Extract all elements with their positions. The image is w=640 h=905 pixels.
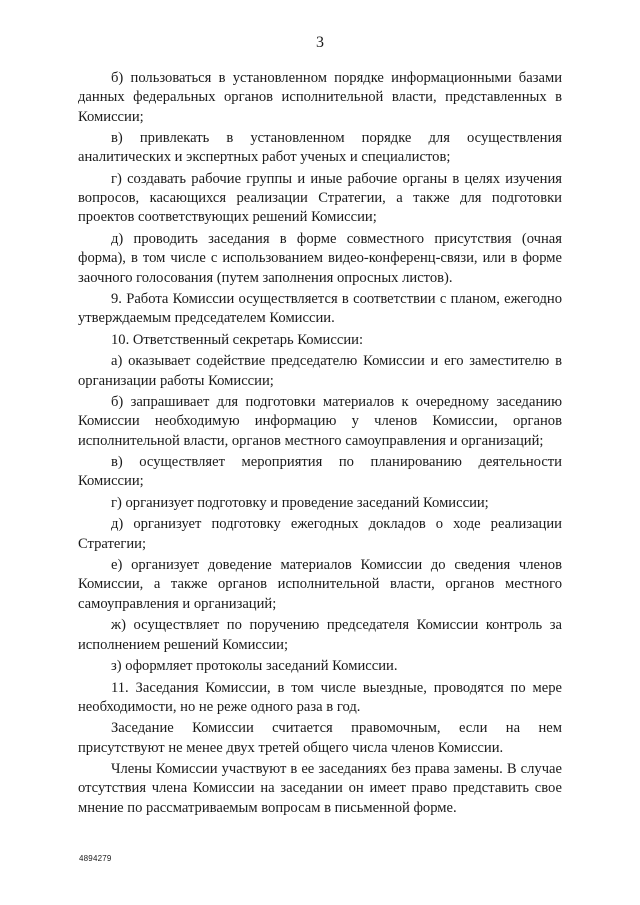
- paragraph-item-zh-control: ж) осуществляет по поручению председателя Комиссии контроль за исполнением решений Комиссии;: [78, 617, 562, 653]
- page-number: 3: [316, 34, 324, 51]
- paragraph-item-b-databases: б) пользоваться в установленном порядке информационными базами данных федеральных органов исполнительной власти, представленных в Комиссии;: [78, 70, 562, 125]
- paragraph-item-d-meetings-form: д) проводить заседания в форме совместного присутствия (очная форма), в том числе с использованием видео-конференц-связи, или в форме заочного голосования (путем заполнения опросных листов).: [78, 230, 562, 286]
- paragraph-clause-10-heading: 10. Ответственный секретарь Комиссии:: [111, 331, 363, 348]
- paragraph-clause-9: 9. Работа Комиссии осуществляется в соответствии с планом, ежегодно утверждаемым председателем Комиссии.: [78, 291, 562, 327]
- paragraph-quorum: Заседание Комиссии считается правомочным, если на нем присутствуют не менее двух третей общего числа членов Комиссии.: [78, 720, 562, 756]
- paragraph-item-v-planning: в) осуществляет мероприятия по планированию деятельности Комиссии;: [78, 454, 562, 490]
- paragraph-item-v-experts: в) привлекать в установленном порядке для осуществления аналитических и экспертных работ ученых и специалистов;: [78, 130, 562, 166]
- paragraph-item-g-working-groups: г) создавать рабочие группы и иные рабочие органы в целях изучения вопросов, касающихся реализации Стратегии, а также для подготовки проектов соответствующих решений Комиссии;: [78, 170, 562, 226]
- document-body: [78, 69, 562, 820]
- paragraph-item-d-annual-reports: д) организует подготовку ежегодных докладов о ходе реализации Стратегии;: [78, 516, 562, 552]
- paragraph-item-a-assist-chair: а) оказывает содействие председателю Комиссии и его заместителю в организации работы Комиссии;: [78, 353, 562, 389]
- paragraph-item-z-minutes: з) оформляет протоколы заседаний Комиссии.: [111, 658, 398, 675]
- paragraph-clause-11: 11. Заседания Комиссии, в том числе выездные, проводятся по мере необходимости, но не реже одного раза в год.: [78, 679, 562, 715]
- document-code: 4894279: [79, 854, 112, 863]
- paragraph-item-g-organize-meetings: г) организует подготовку и проведение заседаний Комиссии;: [111, 494, 489, 511]
- paragraph-item-b-request-info: б) запрашивает для подготовки материалов к очередному заседанию Комиссии необходимую информацию у членов Комиссии, органов исполнительной власти, органов местного самоуправления и организаций;: [78, 394, 562, 449]
- paragraph-item-e-distribute-materials: е) организует доведение материалов Комиссии до сведения членов Комиссии, а также органов исполнительной власти, органов местного самоуправления и организаций;: [78, 557, 562, 612]
- paragraph-members-participation: Члены Комиссии участвуют в ее заседаниях без права замены. В случае отсутствия члена Комиссии на заседании он имеет право представить свое мнение по рассматриваемым вопросам в письменной форме.: [78, 761, 562, 816]
